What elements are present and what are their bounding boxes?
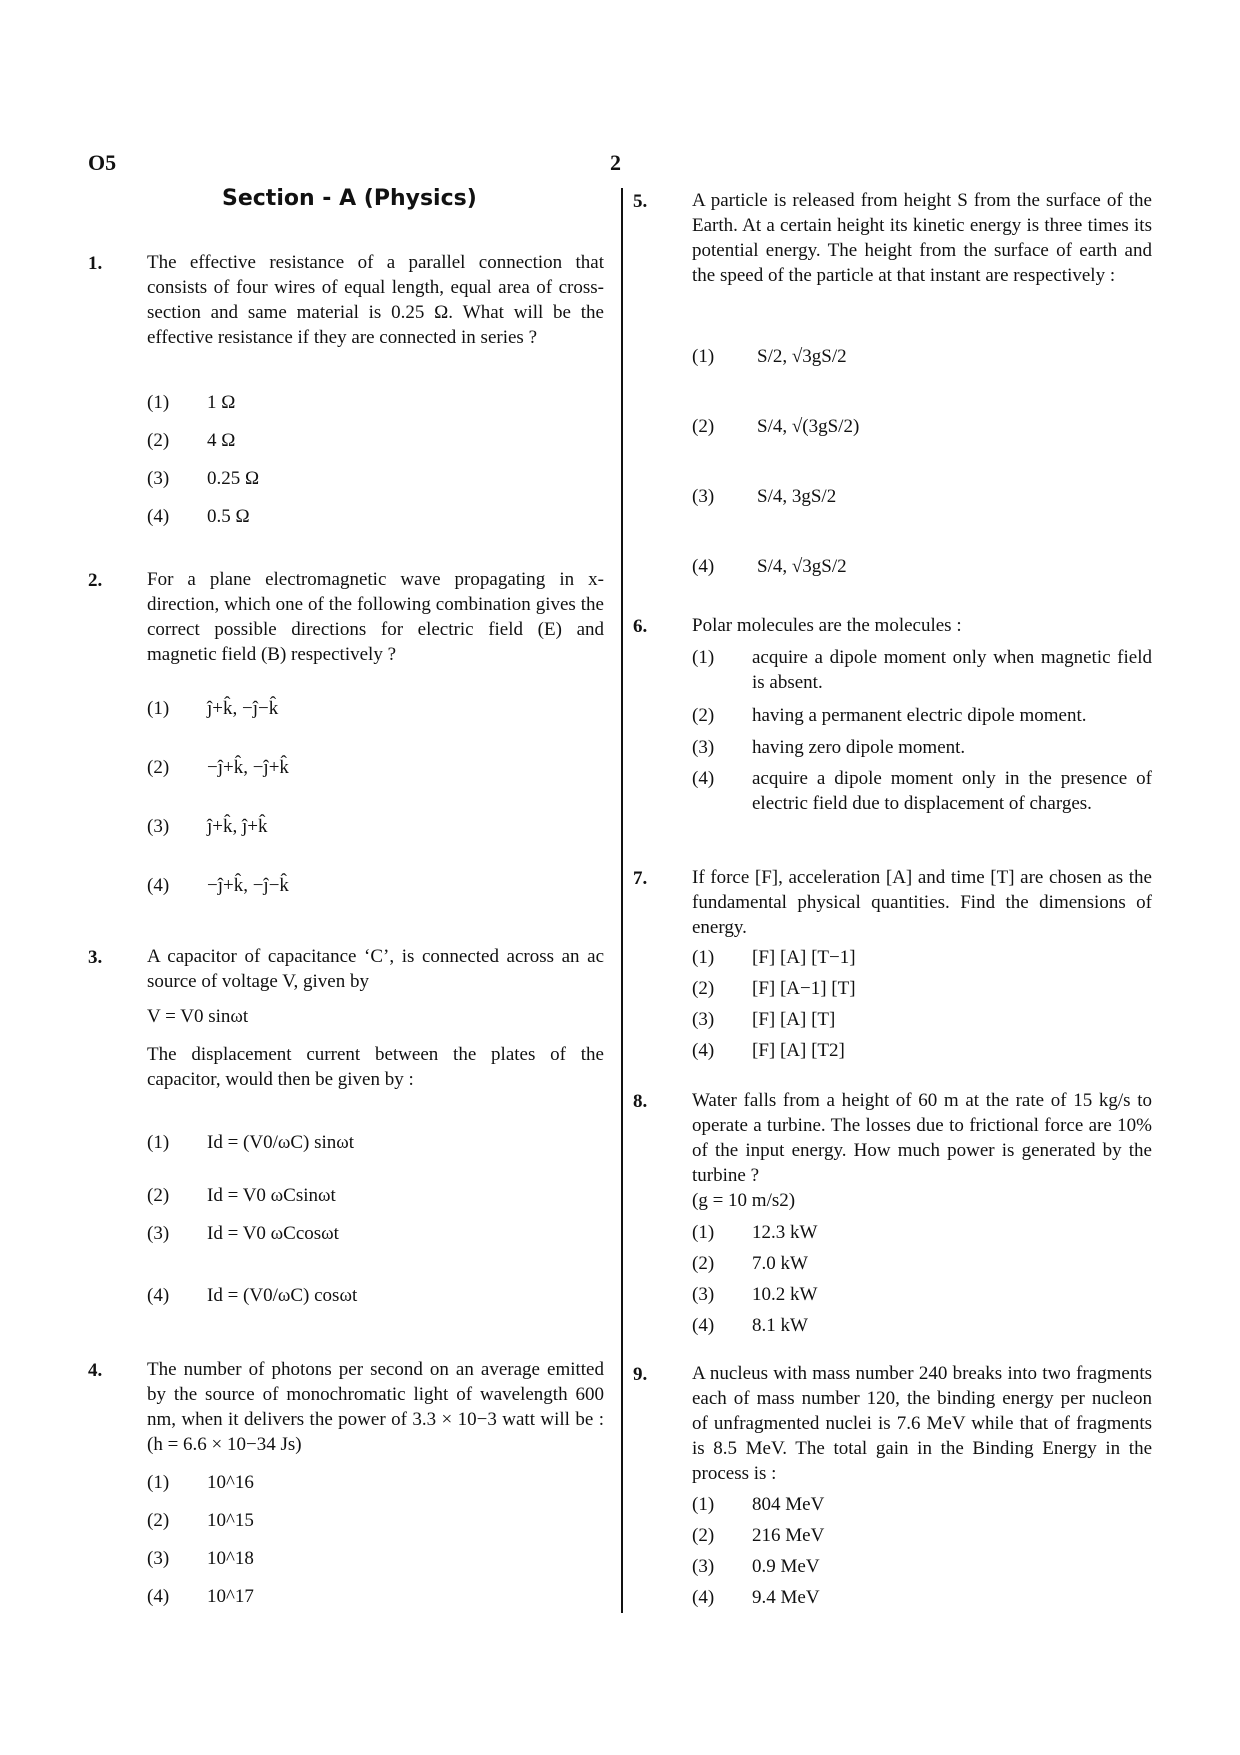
question-number: 3. — [88, 947, 103, 968]
question-number: 5. — [633, 191, 648, 212]
question-text: The number of photons per second on an average emitted by the source of monochromatic light of wavelength 600 nm, when it delivers the power of 3.3 × 10−3 watt will be : (h = 6.6 × 10−34 Js) — [147, 1359, 604, 1455]
section-title: Section - A (Physics) — [222, 186, 477, 211]
question-number: 8. — [633, 1091, 648, 1112]
column-divider — [621, 188, 623, 1613]
question-text: If force [F], acceleration [A] and time [T] are chosen as the fundamental physical quantities. Find the dimensions of energy. — [692, 867, 1152, 938]
given-value: (g = 10 m/s2) — [692, 1190, 796, 1211]
page-number: 2 — [610, 150, 621, 175]
equation: V = V0 sinωt — [147, 1006, 249, 1027]
paper-code: O5 — [88, 150, 117, 175]
question-number: 9. — [633, 1364, 648, 1385]
question-text: For a plane electromagnetic wave propagating in x-direction, which one of the following combination gives the correct possible directions for electric field (E) and magnetic field (B) respectively ? — [147, 569, 604, 665]
question-text-continued: The displacement current between the plates of the capacitor, would then be given by : — [147, 1044, 604, 1090]
question-number: 2. — [88, 570, 103, 591]
question-text: The effective resistance of a parallel connection that consists of four wires of equal length, equal area of cross-section and same material is 0.25 Ω. What will be the effective resistance if they are connected in series ? — [147, 252, 604, 348]
question-text: A nucleus with mass number 240 breaks into two fragments each of mass number 120, the binding energy per nucleon of unfragmented nuclei is 7.6 MeV while that of fragments is 8.5 MeV. The total gain in the Binding Energy in the process is : — [692, 1363, 1152, 1484]
question-number: 7. — [633, 868, 648, 889]
question-text: Polar molecules are the molecules : — [692, 615, 962, 636]
question-number: 1. — [88, 253, 103, 274]
question-text: Water falls from a height of 60 m at the rate of 15 kg/s to operate a turbine. The losses due to frictional force are 10% of the input energy. How much power is generated by the turbine ? — [692, 1090, 1152, 1186]
question-number: 6. — [633, 616, 648, 637]
question-text: A particle is released from height S from the surface of the Earth. At a certain height its kinetic energy is three times its potential energy. The height from the surface of earth and the speed of the particle at that instant are respectively : — [692, 190, 1152, 286]
question-number: 4. — [88, 1360, 103, 1381]
question-text: A capacitor of capacitance ‘C’, is connected across an ac source of voltage V, given by — [147, 946, 604, 992]
